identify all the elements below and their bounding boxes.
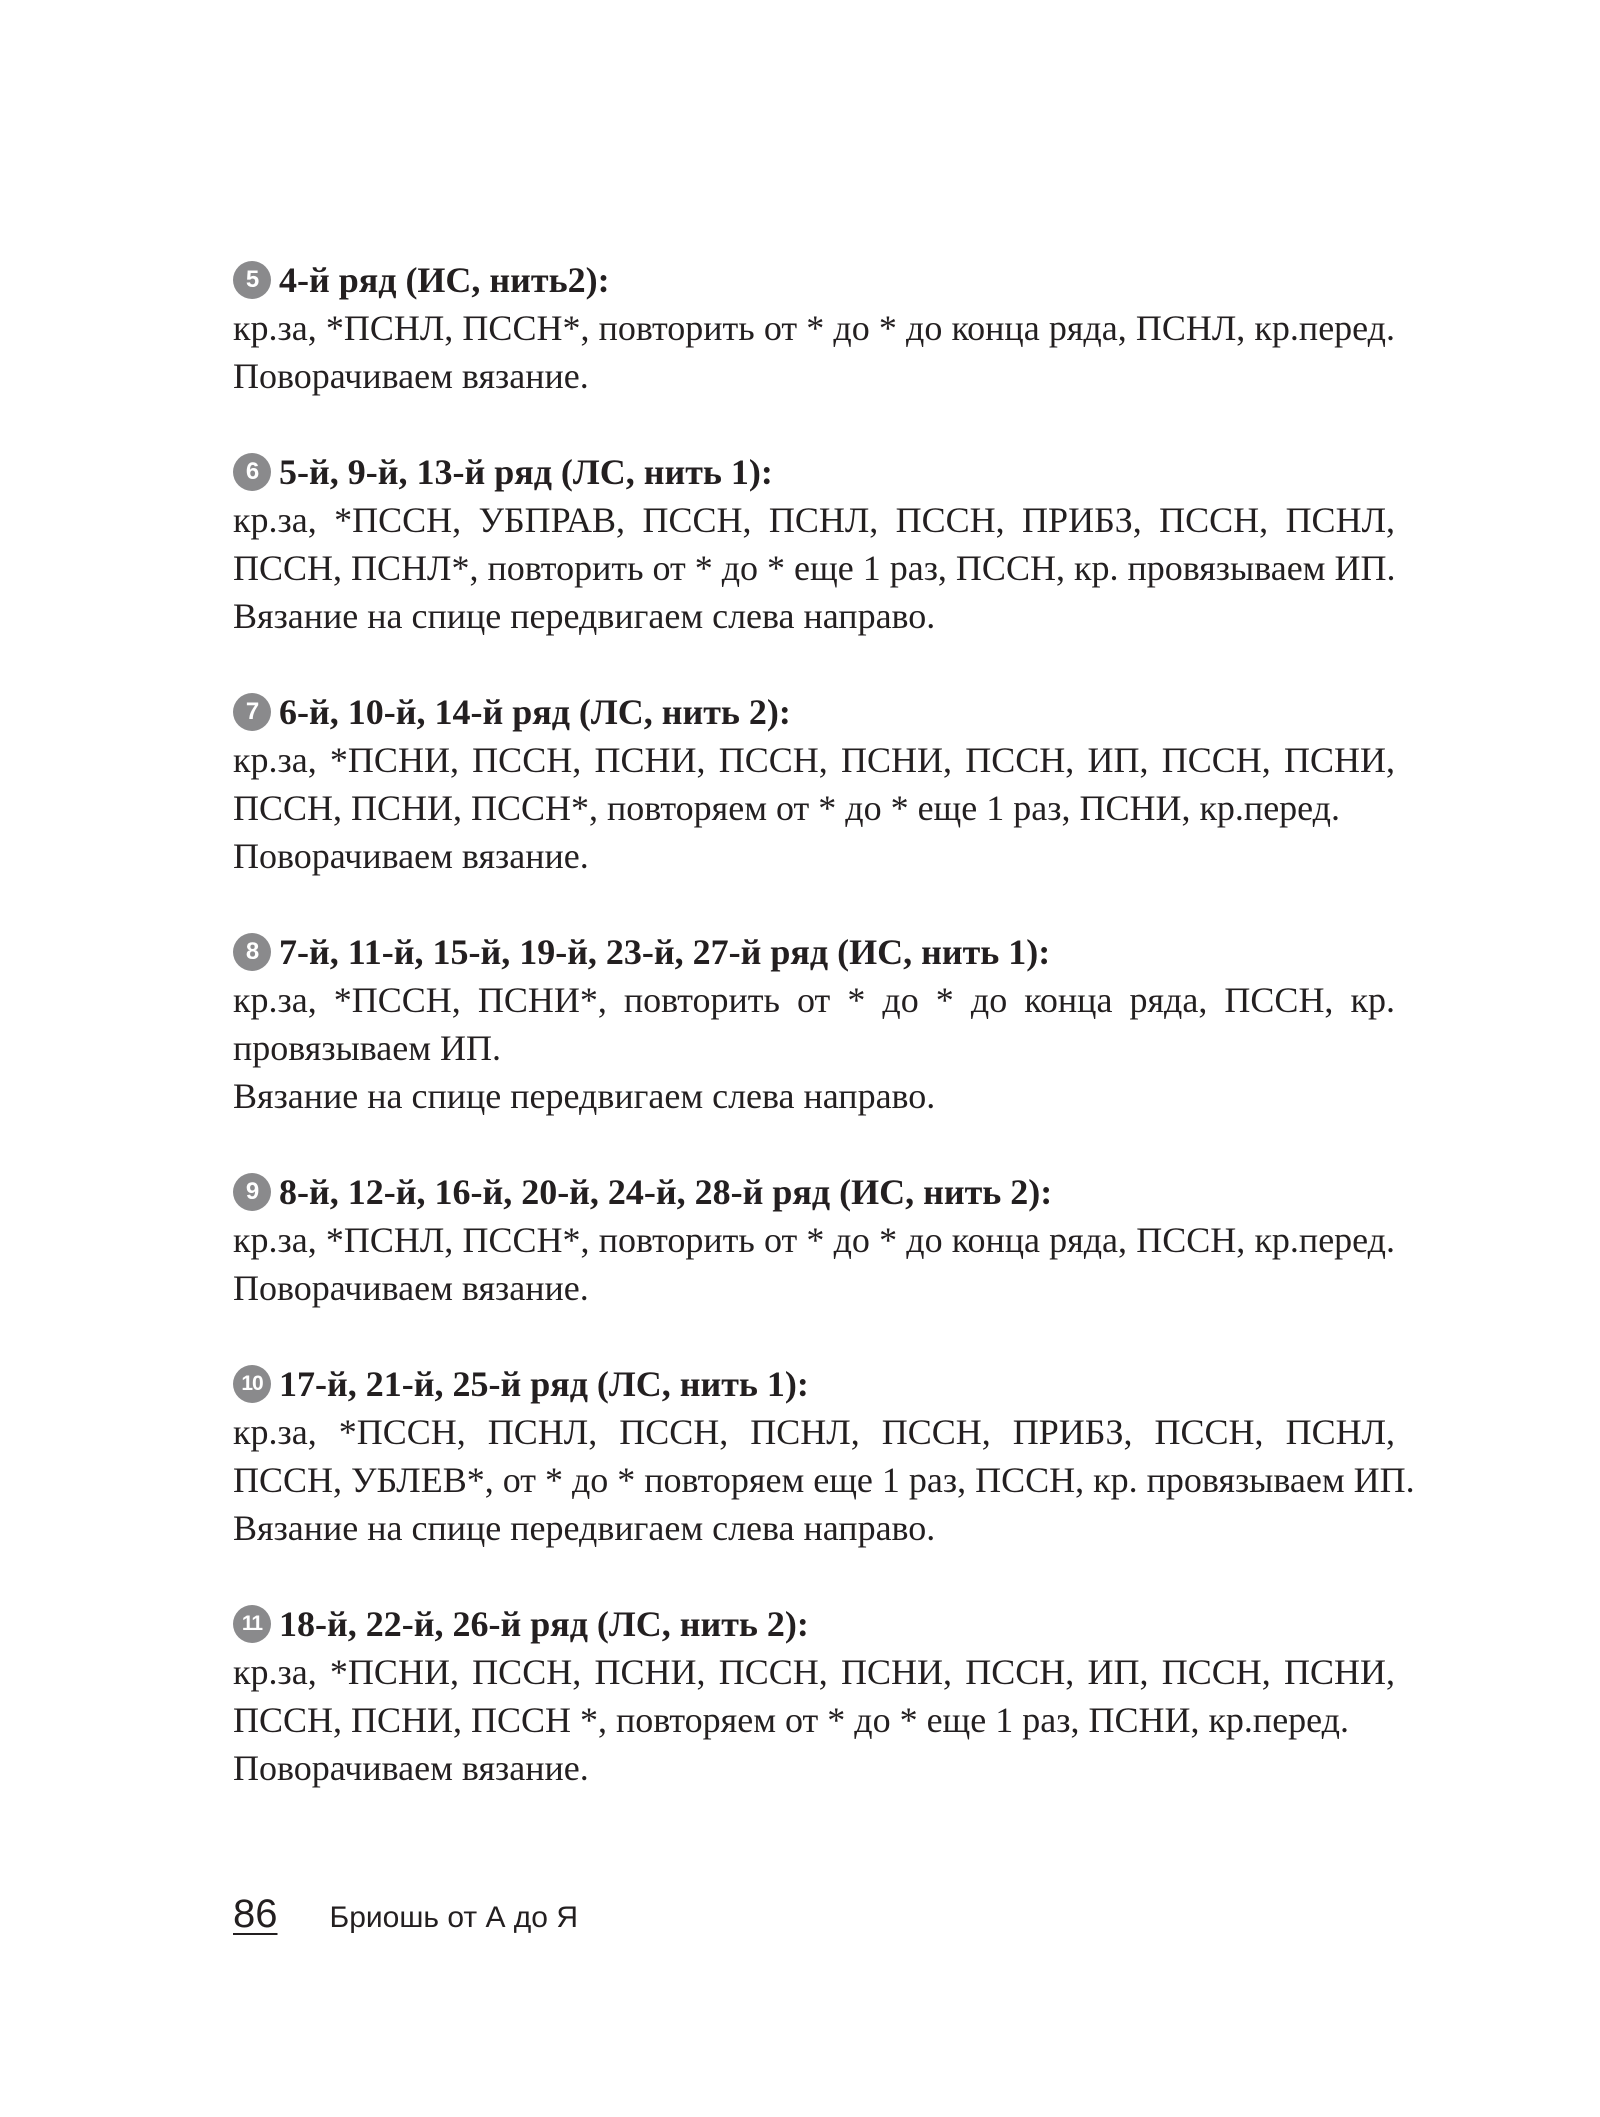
book-title: Бриошь от А до Я (329, 1901, 578, 1934)
step-text-line: кр.за, *ПСНИ, ПССН, ПСНИ, ПССН, ПСНИ, ПССН, ИП, ПССН, ПСНИ, (233, 740, 1395, 780)
step-number-badge: 9 (233, 1173, 271, 1211)
step-text-line: ПССН, УБЛЕВ*, от * до * повторяем еще 1 раз, ПССН, кр. провязываем ИП. (233, 1460, 1415, 1500)
step-heading-row (233, 256, 1395, 304)
step-text-line: Поворачиваем вязание. (233, 1748, 589, 1788)
step-text-line: Вязание на спице передвигаем слева направо. (233, 596, 936, 636)
step-number-badge: 5 (233, 261, 271, 299)
step-text-line: ПССН, ПСНИ, ПССН*, повторяем от * до * еще 1 раз, ПСНИ, кр.перед. (233, 788, 1340, 828)
step-number-badge: 8 (233, 933, 271, 971)
step-number-badge: 7 (233, 693, 271, 731)
step-heading-row (233, 1600, 1395, 1648)
step-text-line: Поворачиваем вязание. (233, 836, 589, 876)
step-text-line: кр.за, *ПСНИ, ПССН, ПСНИ, ПССН, ПСНИ, ПССН, ИП, ПССН, ПСНИ, (233, 1652, 1395, 1692)
instruction-step (233, 448, 1395, 640)
step-heading: 5-й, 9-й, 13-й ряд (ЛС, нить 1): (279, 452, 773, 492)
step-text-line: провязываем ИП. (233, 1028, 502, 1068)
step-text-line: кр.за, *ПССН, ПСНЛ, ПССН, ПСНЛ, ПССН, ПРИБЗ, ПССН, ПСНЛ, (233, 1412, 1395, 1452)
step-number-badge: 11 (233, 1605, 271, 1643)
page-footer (233, 1892, 578, 1937)
step-heading-row (233, 1360, 1395, 1408)
step-text-line: ПССН, ПСНИ, ПССН *, повторяем от * до * еще 1 раз, ПСНИ, кр.перед. (233, 1700, 1349, 1740)
step-heading-row (233, 688, 1395, 736)
step-text-line: кр.за, *ПССН, УБПРАВ, ПССН, ПСНЛ, ПССН, ПРИБЗ, ПССН, ПСНЛ, (233, 500, 1395, 540)
step-text-line: Поворачиваем вязание. (233, 356, 589, 396)
instruction-step (233, 256, 1395, 400)
step-text-line: кр.за, *ПСНЛ, ПССН*, повторить от * до * до конца ряда, ПССН, кр.перед. (233, 1220, 1395, 1260)
step-text-line: Поворачиваем вязание. (233, 1268, 589, 1308)
step-number-badge: 6 (233, 453, 271, 491)
step-heading: 6-й, 10-й, 14-й ряд (ЛС, нить 2): (279, 692, 791, 732)
step-heading: 4-й ряд (ИС, нить2): (279, 260, 610, 300)
step-heading-row (233, 448, 1395, 496)
step-text-line: Вязание на спице передвигаем слева направо. (233, 1076, 936, 1116)
page-content (233, 256, 1415, 1840)
step-heading: 18-й, 22-й, 26-й ряд (ЛС, нить 2): (279, 1604, 809, 1644)
step-text-line: кр.за, *ПССН, ПСНИ*, повторить от * до * до конца ряда, ПССН, кр. (233, 980, 1395, 1020)
instruction-step (233, 1600, 1395, 1792)
step-text-line: Вязание на спице передвигаем слева направо. (233, 1508, 936, 1548)
instruction-step (233, 1168, 1395, 1312)
step-text-line: ПССН, ПСНЛ*, повторить от * до * еще 1 раз, ПССН, кр. провязываем ИП. (233, 548, 1396, 588)
step-heading: 7-й, 11-й, 15-й, 19-й, 23-й, 27-й ряд (ИС, нить 1): (279, 932, 1051, 972)
step-heading: 8-й, 12-й, 16-й, 20-й, 24-й, 28-й ряд (ИС, нить 2): (279, 1172, 1053, 1212)
instruction-step (233, 688, 1395, 880)
step-heading: 17-й, 21-й, 25-й ряд (ЛС, нить 1): (279, 1364, 809, 1404)
step-heading-row (233, 1168, 1395, 1216)
step-text-line: кр.за, *ПСНЛ, ПССН*, повторить от * до * до конца ряда, ПСНЛ, кр.перед. (233, 308, 1395, 348)
step-number-badge: 10 (233, 1365, 271, 1403)
instruction-step (233, 1360, 1415, 1552)
instruction-step (233, 928, 1395, 1120)
page-number: 86 (233, 1892, 278, 1936)
step-heading-row (233, 928, 1395, 976)
